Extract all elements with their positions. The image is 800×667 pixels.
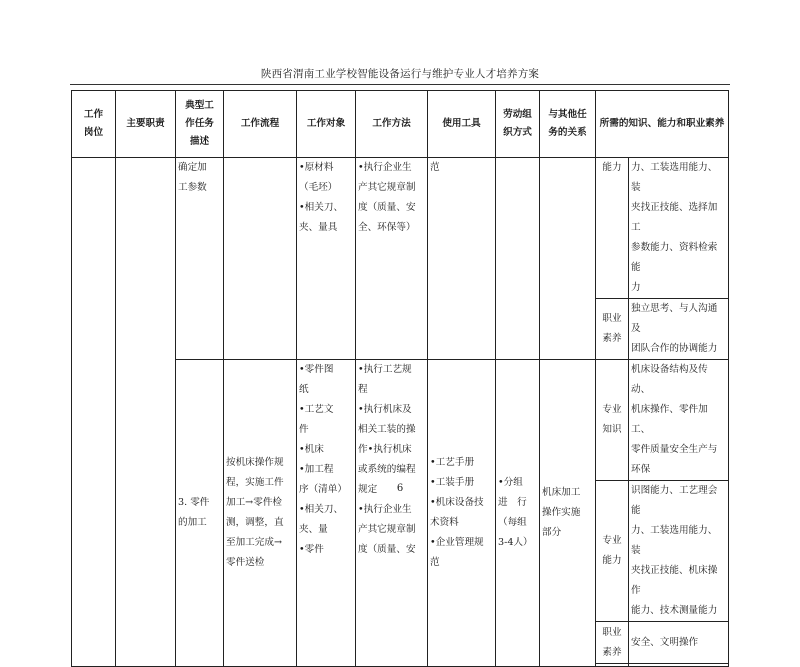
document-title: 陕西省渭南工业学校智能设备运行与维护专业人才培养方案: [260, 68, 540, 80]
cell-process-1: [224, 158, 297, 360]
cell-method-2: •执行工艺规 程 •执行机床及 相关工装的操 作•执行机床 或系统的编程 规定 •执行企业生 产其它规章制 度（质量、安: [356, 360, 428, 667]
cell-org-2: •分组 进 行 （每组 3-4人）: [496, 360, 540, 667]
cell-post: [72, 158, 116, 667]
header-method: 工作方法: [356, 91, 428, 158]
label-quality-2: 职业 素养: [596, 622, 629, 664]
table-row: [72, 158, 729, 299]
header-process: 工作流程: [224, 91, 297, 158]
cell-org-1: [496, 158, 540, 360]
cell-tools-1: 范: [428, 158, 496, 360]
text-quality-2: 安全、文明操作: [629, 622, 729, 664]
cell-object-2: •零件图 纸 •工艺文 件 •机床 •加工程 序（清单） •相关刀、 夹、量 •零件: [297, 360, 356, 667]
header-task: 典型工 作任务 描述: [176, 91, 224, 158]
cell-object-1: •原材料 （毛坯） •相关刀、 夹、量具: [297, 158, 356, 360]
spacer-cell: [629, 664, 729, 667]
header-relation: 与其他任 务的关系: [540, 91, 596, 158]
header-object: 工作对象: [297, 91, 356, 158]
training-table: [71, 90, 729, 667]
header-tools: 使用工具: [428, 91, 496, 158]
cell-process-2: 按机床操作规 程，实施工件 加工→零件检 测，调整，直 至加工完成→ 零件送检: [224, 360, 297, 667]
text-ability-2: 识图能力、工艺理会能 力、工装选用能力、装 夹找正技能、机床操作 能力、技术测量能力: [629, 481, 729, 622]
label-quality-1: 职业 素养: [596, 299, 629, 360]
page-number: 6: [396, 483, 404, 494]
cell-method-1: •执行企业生 产其它规章制 度（质量、安 全、环保等）: [356, 158, 428, 360]
header-rule: [70, 84, 730, 85]
cell-duty: [116, 158, 176, 667]
cell-relation-2: 机床加工 操作实施 部分: [540, 360, 596, 667]
label-ability-1: 能力: [596, 158, 629, 299]
label-ability-2: 专业 能力: [596, 481, 629, 622]
text-quality-1: 独立思考、与人沟通及 团队合作的协调能力: [629, 299, 729, 360]
spacer-cell: [596, 664, 629, 667]
header-quality: 所需的知识、能力和职业素养: [596, 91, 729, 158]
header-org: 劳动组 织方式: [496, 91, 540, 158]
text-knowledge-2: 机床设备结构及传动、 机床操作、零件加工、 零件质量安全生产与 环保: [629, 360, 729, 481]
text-ability-1: 力、工装选用能力、装 夹找正技能、选择加工 参数能力、资料检索能 力: [629, 158, 729, 299]
cell-task-1: 确定加 工参数: [176, 158, 224, 360]
cell-task-2: 3. 零件 的加工: [176, 360, 224, 667]
cell-relation-1: [540, 158, 596, 360]
header-row: [72, 91, 729, 158]
header-duty: 主要职责: [116, 91, 176, 158]
cell-tools-2: •工艺手册 •工装手册 •机床设备技 术资料 •企业管理规 范: [428, 360, 496, 667]
header-post: 工作 岗位: [72, 91, 116, 158]
label-knowledge-2: 专业 知识: [596, 360, 629, 481]
